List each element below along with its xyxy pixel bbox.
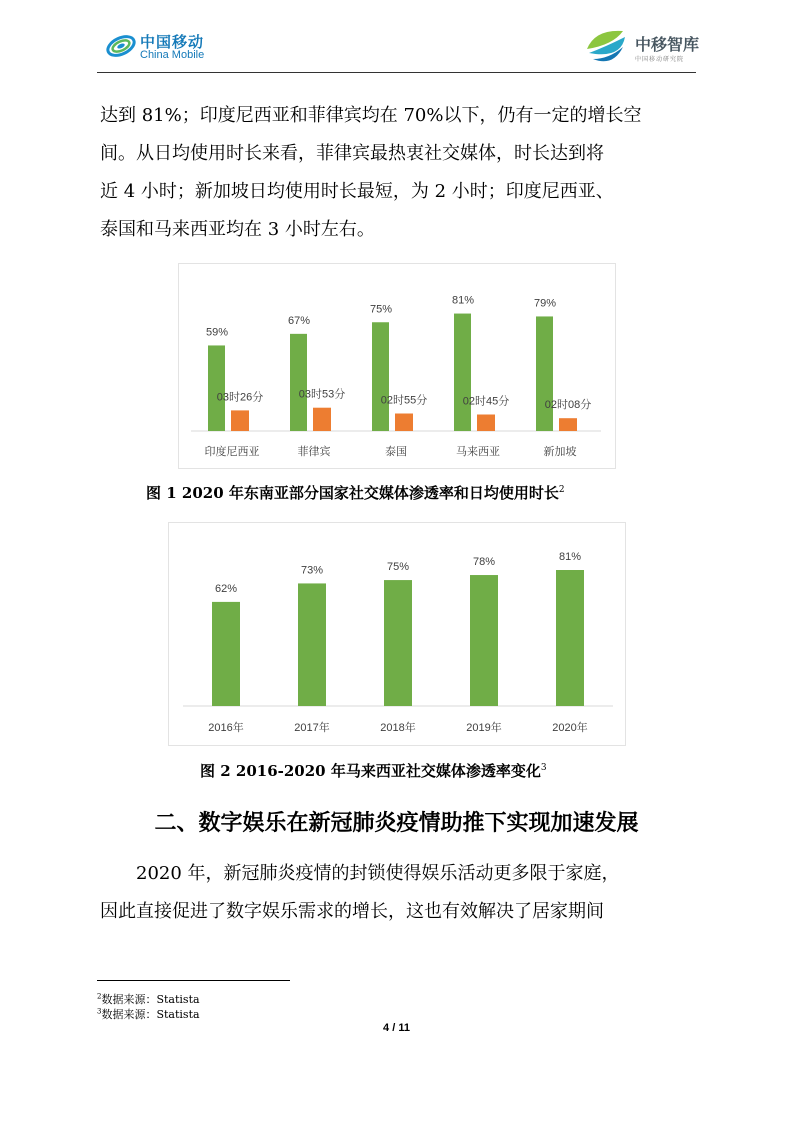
category-label: 2020年: [552, 722, 588, 734]
bar-penetration: [372, 322, 389, 431]
data-label-penetration: 75%: [369, 303, 393, 316]
data-label-penetration: 73%: [300, 564, 324, 577]
body-paragraph-2: [100, 855, 696, 931]
bar-usage-time: [477, 415, 495, 432]
data-label-penetration: 79%: [533, 297, 557, 310]
paragraph-line: 泰国和马来西亚均在 3 小时左右。: [100, 219, 375, 240]
bar-penetration: [556, 570, 584, 706]
bar-usage-time: [559, 418, 577, 431]
data-label-penetration: 81%: [558, 551, 582, 563]
data-label-usage-time: 03时26分: [216, 391, 264, 404]
page-number: 4 / 11: [383, 1022, 410, 1034]
zhongyi-think-tank-logo: [583, 23, 703, 69]
bar-penetration: [212, 602, 240, 706]
china-mobile-name-en: China Mobile: [140, 49, 205, 61]
footnote-text: 数据来源：Statista: [101, 993, 200, 1006]
data-label-usage-time: 02时45分: [462, 395, 510, 408]
header-divider: [97, 72, 696, 73]
footnote-text: 数据来源：Statista: [101, 1008, 200, 1021]
footnote-2: [97, 991, 200, 1007]
bar-penetration: [208, 345, 225, 431]
bar-usage-time: [231, 410, 249, 431]
penetration-usage-bar-chart: [179, 264, 615, 468]
china-mobile-name-cn: 中国移动: [140, 33, 205, 51]
paragraph-line: 因此直接促进了数字娱乐需求的增长，这也有效解决了居家期间: [100, 901, 604, 922]
section-heading: 二、数字娱乐在新冠肺炎疫情助推下实现加速发展: [154, 811, 639, 836]
figure-2-caption: [200, 760, 547, 781]
bar-penetration: [298, 583, 326, 706]
data-label-usage-time: 02时08分: [544, 399, 592, 412]
bar-usage-time: [395, 414, 413, 432]
paragraph-line: 达到 81%；印度尼西亚和菲律宾均在 70%以下，仍有一定的增长空: [100, 105, 642, 126]
footnote-ref: 3: [540, 763, 547, 773]
data-label-penetration: 81%: [451, 294, 475, 307]
category-label: 泰国: [385, 446, 407, 458]
paragraph-line: 2020 年，新冠肺炎疫情的封锁使得娱乐活动更多限于家庭，: [136, 863, 620, 884]
footnote-number: 2: [97, 992, 102, 1001]
bar-penetration: [290, 334, 307, 431]
data-label-penetration: 75%: [386, 561, 410, 574]
data-label-usage-time: 02时55分: [380, 394, 428, 407]
category-label: 2016年: [208, 722, 244, 734]
category-label: 菲律宾: [297, 446, 331, 458]
footnote-number: 3: [97, 1007, 102, 1016]
figure-1-caption-text: 图 1 2020 年东南亚部分国家社交媒体渗透率和日均使用时长: [146, 484, 559, 502]
footnote-divider: [97, 980, 290, 981]
footnote-3: [97, 1006, 200, 1022]
china-mobile-logo: [104, 29, 224, 65]
bar-penetration: [536, 316, 553, 431]
bar-penetration: [470, 575, 498, 706]
china-mobile-swirl-icon: [104, 29, 138, 63]
malaysia-penetration-bar-chart: [169, 523, 625, 745]
data-label-penetration: 62%: [214, 582, 238, 595]
data-label-penetration: 59%: [205, 326, 229, 339]
bar-penetration: [454, 314, 471, 431]
category-label: 马来西亚: [456, 446, 500, 458]
bar-penetration: [384, 580, 412, 706]
bar-usage-time: [313, 408, 331, 431]
figure-1-chart: [178, 263, 616, 469]
think-tank-name: 中移智库: [635, 35, 700, 54]
category-label: 2017年: [294, 722, 330, 734]
paragraph-line: 近 4 小时；新加坡日均使用时长最短，为 2 小时；印度尼西亚、: [100, 181, 614, 202]
think-tank-leaf-icon: [583, 23, 629, 69]
category-label: 2019年: [466, 722, 502, 734]
category-label: 印度尼西亚: [204, 446, 260, 458]
category-label: 2018年: [380, 722, 416, 734]
think-tank-subtitle: 中国移动研究院: [635, 56, 685, 63]
figure-2-caption-text: 图 2 2016-2020 年马来西亚社交媒体渗透率变化: [200, 762, 541, 780]
data-label-usage-time: 03时53分: [298, 388, 346, 401]
category-label: 新加坡: [543, 446, 577, 458]
figure-2-chart: [168, 522, 626, 746]
body-paragraph-1: [100, 97, 696, 249]
data-label-penetration: 78%: [472, 556, 496, 569]
data-label-penetration: 67%: [287, 314, 311, 327]
footnote-ref: 2: [558, 485, 565, 495]
figure-1-caption: [146, 482, 565, 503]
paragraph-line: 间。从日均使用时长来看，菲律宾最热衷社交媒体，时长达到将: [100, 143, 604, 164]
